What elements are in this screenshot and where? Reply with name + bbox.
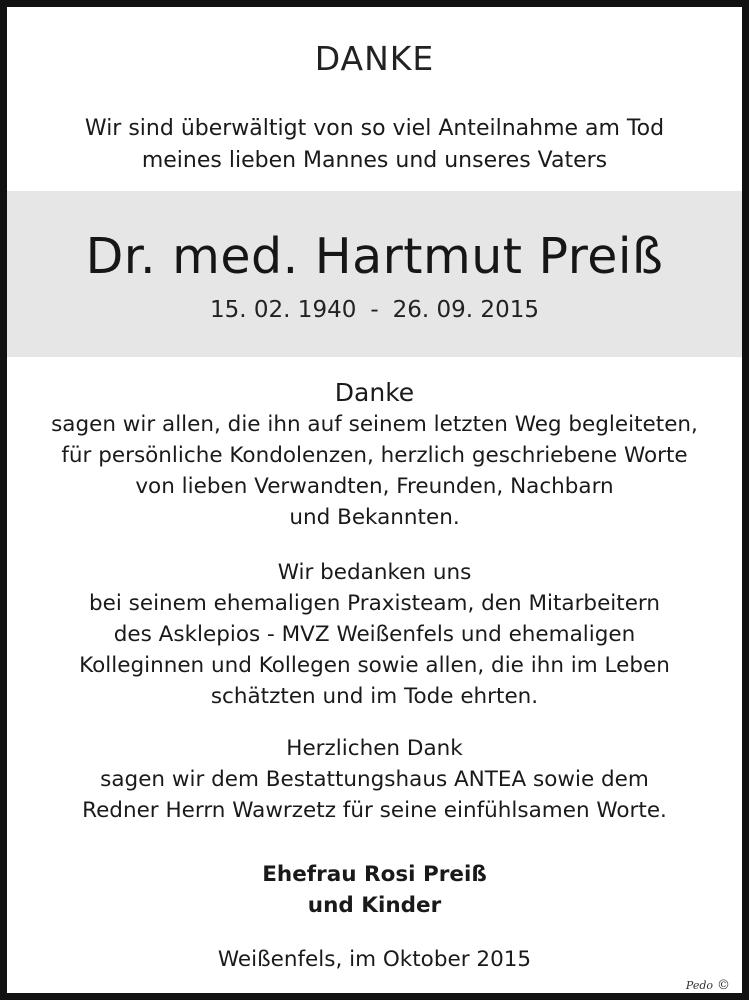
paragraph-line: und Bekannten. — [289, 505, 460, 530]
intro-line: Wir sind überwältigt von so viel Anteilnahme am Tod — [84, 116, 665, 141]
paragraph-line: von lieben Verwandten, Freunden, Nachbarn — [135, 474, 614, 499]
paragraph-line: bei seinem ehemaligen Praxisteam, den Mitarbeitern — [88, 591, 661, 616]
death-date: 26. 09. 2015 — [392, 297, 539, 323]
paragraph-line: schätzten und im Tode ehrten. — [210, 684, 539, 709]
thanks-heading: Danke — [334, 378, 415, 407]
thanks-paragraph-2 — [7, 557, 742, 712]
credit-text: Pedo — [685, 979, 713, 992]
paragraph-line: Herzlichen Dank — [286, 736, 463, 761]
date-separator: - — [370, 297, 379, 323]
place-date: Weißenfels, im Oktober 2015 — [217, 947, 532, 972]
paragraph-line: des Asklepios - MVZ Weißenfels und ehemaligen — [113, 622, 636, 647]
thanks-paragraph-1 — [7, 377, 742, 533]
life-dates — [7, 297, 742, 323]
paragraph-line: für persönliche Kondolenzen, herzlich geschriebene Worte — [61, 443, 688, 468]
paragraph-line: sagen wir allen, die ihn auf seinem letzten Weg begleiteten, — [51, 412, 698, 437]
thanks-paragraph-3 — [7, 733, 742, 826]
signature — [7, 859, 742, 921]
intro-line: meines lieben Mannes und unseres Vaters — [141, 148, 608, 173]
paragraph-line: sagen wir dem Bestattungshaus ANTEA sowie dem — [100, 767, 649, 792]
paragraph-line: Wir bedanken uns — [277, 560, 472, 585]
signature-line: und Kinder — [307, 893, 442, 918]
signature-line: Ehefrau Rosi Preiß — [262, 862, 487, 887]
birth-date: 15. 02. 1940 — [210, 297, 357, 323]
paragraph-line: Kolleginnen und Kollegen sowie allen, die ihn im Leben — [79, 653, 670, 678]
intro-text — [7, 113, 742, 177]
copyright-icon: © — [717, 978, 730, 993]
paragraph-line: Redner Herrn Wawrzetz für seine einfühlsamen Worte. — [82, 798, 667, 823]
publisher-credit — [686, 978, 730, 993]
heading: DANKE — [314, 39, 435, 78]
deceased-name: Dr. med. Hartmut Preiß — [85, 228, 664, 285]
